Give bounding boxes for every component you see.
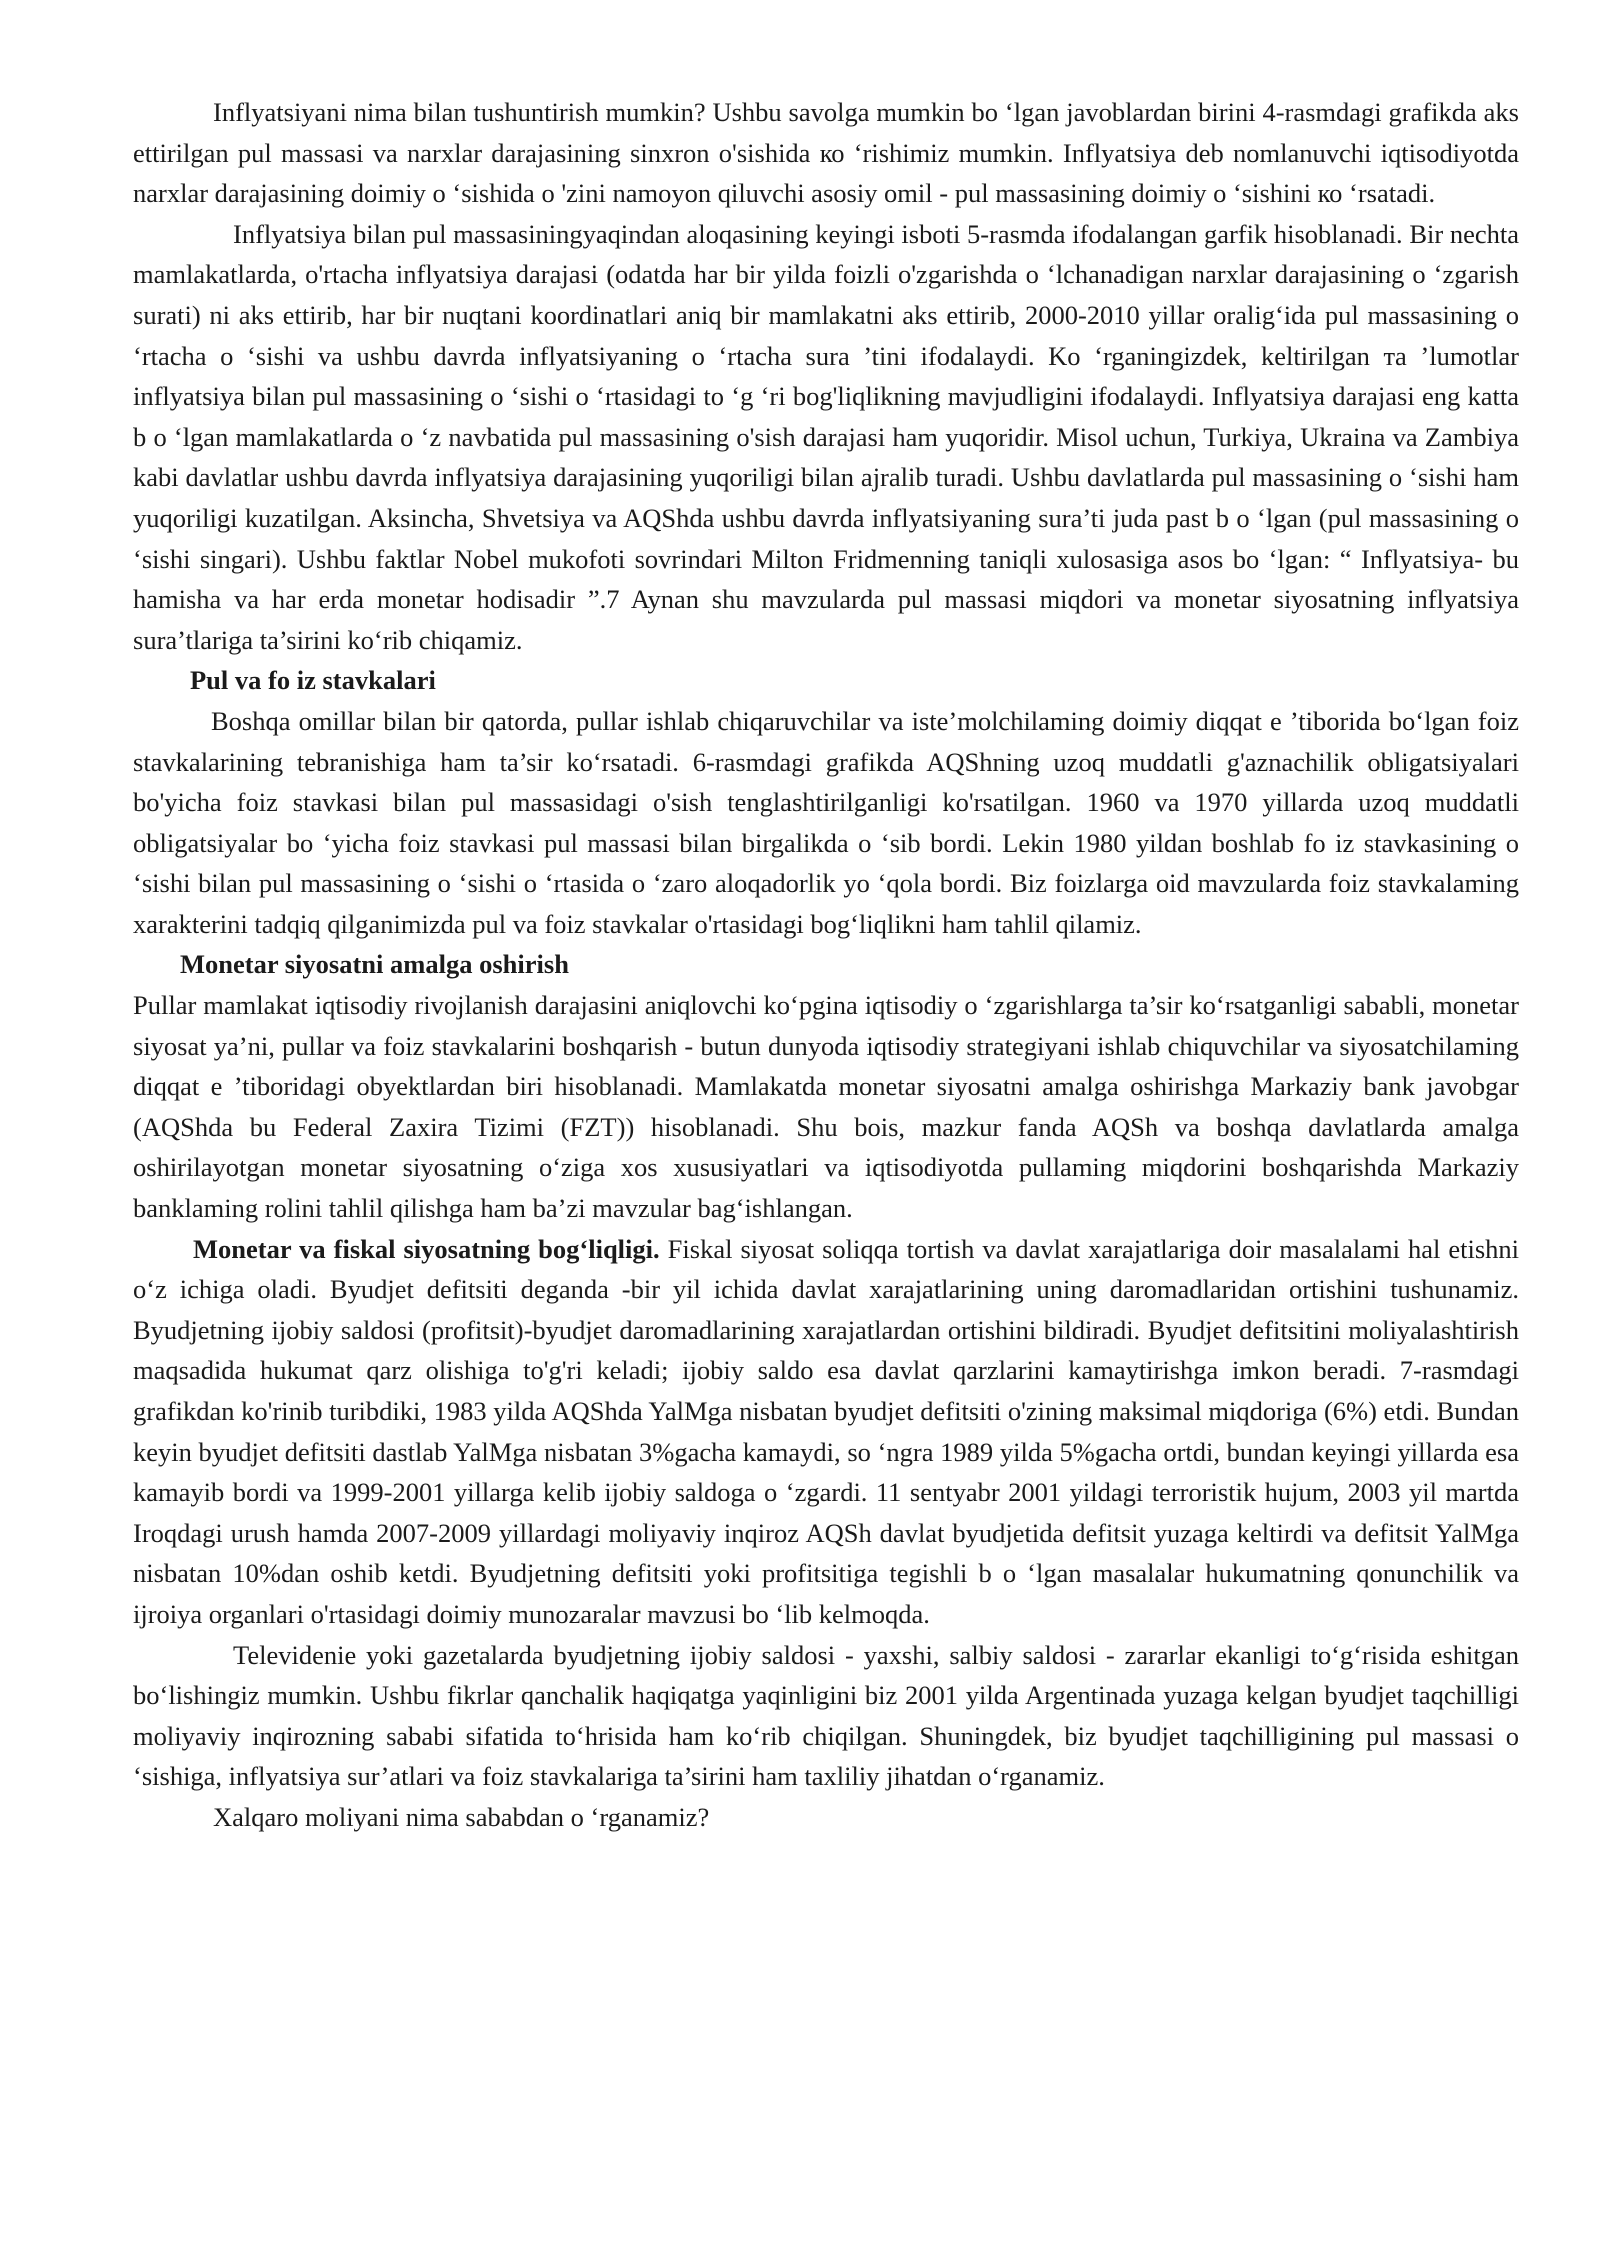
paragraph-monetary-policy: Pullar mamlakat iqtisodiy rivojlanish darajasini aniqlovchi ko‘pgina iqtisodiy o ‘zgarishlarga ta’sir ko‘rsatganligi sababli, monetar siyosat ya’ni, pullar va foiz stavkalarini boshqarish - butun dunyoda iqtisodiy strategiyani ishlab chiquvchilar va siyosatchilaming diqqat e ’tiboridagi obyektlardan biri hisoblanadi. Mamlakatda monetar siyosatni amalga oshirishga Markaziy bank javobgar (AQShda bu Federal Zaxira Tizimi (FZT)) hisoblanadi. Shu bois, mazkur fanda AQSh va boshqa davlatlarda amalga oshirilayotgan monetar siyosatning o‘ziga xos xususiyatlari va iqtisodiyotda pullaming miqdorini boshqarishda Markaziy banklaming rolini tahlil qilishga ham ba’zi mavzular bag‘ishlangan. xyxy=(133,990,1519,1224)
paragraph-inflation-intro: Inflyatsiyani nima bilan tushuntirish mumkin? Ushbu savolga mumkin bo ‘lgan javoblardan birini 4-rasmdagi grafikda aks ettirilgan pul massasi va narxlar darajasining sinxron o'sishida ко ‘rishimiz mumkin. Inflyatsiya deb nomlanuvchi iqtisodiyotda narxlar darajasining doimiy o ‘sishida o 'zini namoyon qiluvchi asosiy omil - pul massasining doimiy o ‘sishini ко ‘rsatadi. xyxy=(133,97,1519,209)
paragraph-budget-balance: Televidenie yoki gazetalarda byudjetning ijobiy saldosi - yaxshi, salbiy saldosi - zararlar ekanligi to‘g‘risida eshitgan bo‘lishingiz mumkin. Ushbu fikrlar qanchalik haqiqatga yaqinligini biz 2001 yilda Argentinada yuzaga kelgan byudjet taqchilligi moliyaviy inqirozning sababi sifatida to‘hrisida ham ko‘rib chiqilgan. Shuningdek, biz byudjet taqchilligining pul massasi o ‘sishiga, inflyatsiya sur’atlari va foiz stavkalariga ta’sirini ham taxliliy jihatdan o‘rganamiz. xyxy=(133,1639,1519,1792)
paragraph-fiscal-policy-text: Fiskal siyosat soliqqa tortish va davlat xarajatlariga doir masalalami hal etishni o‘z ichiga oladi. Byudjet defitsiti deganda -bir yil ichida davlat xarajatlarining uning daromadlaridan ortishini tushunamiz. Byudjetning ijobiy saldosi (profitsit)-byudjet daromadlarining xarajatlardan ortishini bildiradi. Byudjet defitsitini moliyalashtirish maqsadida hukumat qarz olishiga to'g'ri keladi; ijobiy saldo esa davlat qarzlarini kamaytirishga imkon beradi. 7-rasmdagi grafikdan ko'rinib turibdiki, 1983 yilda AQShda YalMga nisbatan byudjet defitsiti o'zining maksimal miqdoriga (6%) etdi. Bundan keyin byudjet defitsiti dastlab YalMga nisbatan 3%gacha kamaydi, so ‘ngra 1989 yilda 5%gacha ortdi, bundan keyingi yillarda esa kamayib bordi va 1999-2001 yillarga kelib ijobiy saldoga o ‘zgardi. 11 sentyabr 2001 yildagi terroristik hujum, 2003 yil martda Iroqdagi urush hamda 2007-2009 yillardagi moliyaviy inqiroz AQSh davlat byudjetida defitsit yuzaga keltirdi va defitsit YalMga nisbatan 10%dan oshib ketdi. Byudjetning defitsiti yoki profitsitiga tegishli b o ‘lgan masalalar hukumatning qonunchilik va ijroiya organlari o'rtasidagi doimiy munozaralar mavzusi bo ‘lib kelmoqda. xyxy=(133,1233,1519,1629)
document-page xyxy=(133,92,1519,1838)
paragraph-international-finance: Xalqaro moliyani nima sababdan o ‘rganamiz? xyxy=(213,1801,710,1832)
paragraph-inflation-money-link: Inflyatsiya bilan pul massasiningyaqindan aloqasining keyingi isboti 5-rasmda ifodalangan garfik hisoblanadi. Bir nechta mamlakatlarda, o'rtacha inflyatsiya darajasi (odatda har bir yilda foizli o'zgarishda o ‘lchanadigan narxlar darajasining o ‘zgarish surati) ni aks ettirib, har bir nuqtani koordinatlari aniq bir mamlakatni aks ettirib, 2000-2010 yillar oralig‘ida pul massasining o ‘rtacha o ‘sishi va ushbu davrda inflyatsiyaning o ‘rtacha sura ’tini ifodalaydi. Ko ‘rganingizdek, keltirilgan тa ’lumotlar inflyatsiya bilan pul massasining o ‘sishi o ‘rtasidagi to ‘g ‘ri bog'liqlikning mavjudligini ifodalaydi. Inflyatsiya darajasi eng katta b o ‘lgan mamlakatlarda o ‘z navbatida pul massasining o'sish darajasi ham yuqoridir. Misol uchun, Turkiya, Ukraina va Zambiya kabi davlatlar ushbu davrda inflyatsiya darajasining yuqoriligi bilan ajralib turadi. Ushbu davlatlarda pul massasining o ‘sishi ham yuqoriligi kuzatilgan. Aksincha, Shvetsiya va AQShda ushbu davrda inflyatsiyaning sura’ti juda past b o ‘lgan (pul massasining o ‘sishi singari). Ushbu faktlar Nobel mukofoti sovrindari Milton Fridmenning taniqli xulosasiga asos bo ‘lgan: “ Inflyatsiya- bu hamisha va har erda monetar hodisadir ”.7 Aynan shu mavzularda pul massasi miqdori va monetar siyosatning inflyatsiya sura’tlariga ta’sirini ko‘rib chiqamiz. xyxy=(133,218,1519,655)
section-heading-interest-rates: Pul va fo iz stavkalari xyxy=(190,665,436,696)
section-heading-monetary-policy: Monetar siyosatni amalga oshirish xyxy=(180,949,569,980)
paragraph-fiscal-policy xyxy=(133,1229,1519,1635)
paragraph-interest-rates: Boshqa omillar bilan bir qatorda, pullar ishlab chiqaruvchilar va iste’molchilaming doimiy diqqat e ’tiborida bo‘lgan foiz stavkalarining tebranishiga ham ta’sir ko‘rsatadi. 6-rasmdagi grafikda AQShning uzoq muddatli g'aznachilik obligatsiyalari bo'yicha foiz stavkasi bilan pul massasidagi o'sish tenglashtirilganligi ko'rsatilgan. 1960 va 1970 yillarda uzoq muddatli obligatsiyalar bo ‘yicha foiz stavkasi pul massasi bilan birgalikda o ‘sib bordi. Lekin 1980 yildan boshlab fo iz stavkasining o ‘sishi bilan pul massasining o ‘sishi o ‘rtasida o ‘zaro aloqadorlik yo ‘qola bordi. Biz foizlarga oid mavzularda foiz stavkalaming xarakterini tadqiq qilganimizda pul va foiz stavkalar o'rtasidagi bog‘liqlikni ham tahlil qilamiz. xyxy=(133,705,1519,939)
inline-heading-fiscal-monetary: Monetar va fiskal siyosatning bog‘liqligi. xyxy=(193,1233,660,1264)
